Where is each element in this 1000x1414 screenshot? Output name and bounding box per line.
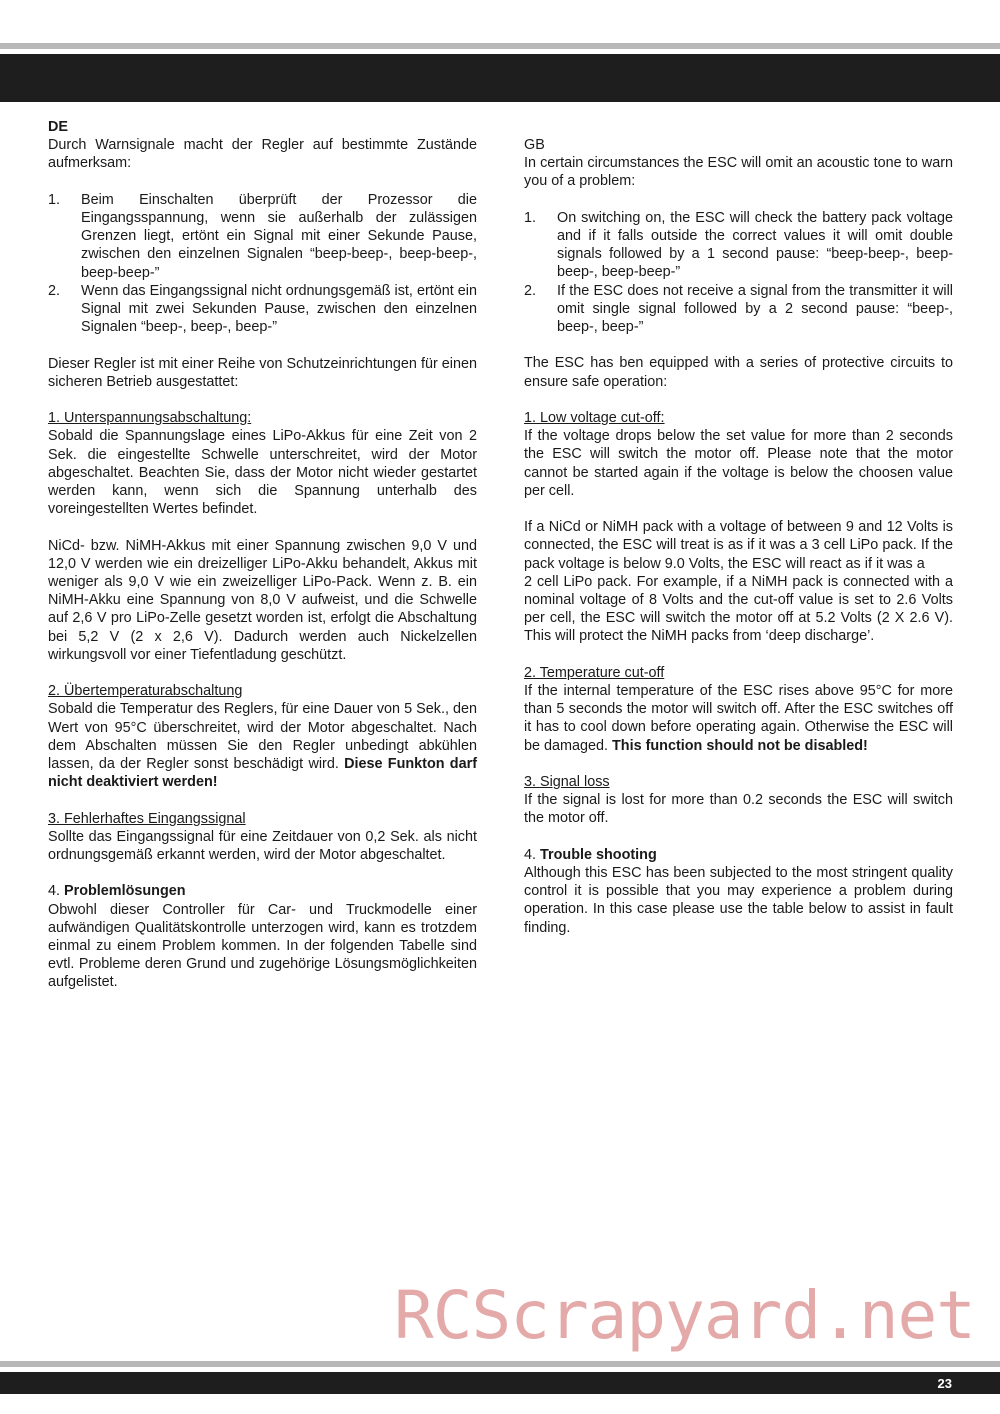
list-number: 1. (48, 191, 61, 208)
nimh-text-de: NiCd- bzw. NiMH-Akkus mit einer Spannung zwischen 9,0 V und 12,0 V werden wie ein dreizelliger LiPo-Akku behandelt, Akkus mit weniger als 9,0 V wie ein zweizelliger LiPo-Pack. Wenn z. B. ein NiMH-Akku eine Spannung von 8,0 V aufweist, und die Schwelle auf 2,6 V pro LiPo-Zelle gesetzt worden ist, erfolgt die Abschaltung bei 5,2 V (2 x 2,6 V). Dadurch werden auch Nickelzellen wirkungsvoll vor einer Tiefentladung geschützt. (48, 537, 477, 663)
list-number: 2. (524, 282, 537, 299)
page-number: 23 (937, 1376, 952, 1391)
list-text: Beim Einschalten überprüft der Prozessor die Eingangsspannung, wenn sie außerhalb der zulässigen Grenzen liegt, ertönt ein Signal mit einer Sekunde Pause, zwischen den einzelnen Signalen “beep-beep-, beep-beep-, beep-beep-” (81, 191, 477, 281)
warning-list-de (48, 191, 477, 337)
protection-intro-gb: The ESC has ben equipped with a series of protective circuits to ensure safe operation: (524, 355, 953, 390)
protection-intro-de: Dieser Regler ist mit einer Reihe von Schutzeinrichtungen für einen sicheren Betrieb ausgestattet: (48, 355, 477, 390)
header-gray-rule (0, 43, 1000, 49)
list-text: Wenn das Eingangssignal nicht ordnungsgemäß ist, ertönt ein Signal mit zwei Sekunden Pause, zwischen den einzelnen Signalen “beep-, beep-, beep-” (81, 282, 477, 336)
warning-list-gb (524, 209, 953, 336)
list-text: If the ESC does not receive a signal from the transmitter it will omit single signal followed by a 2 second pause: “beep-, beep-, beep-” (557, 282, 953, 336)
footer-bar (0, 1372, 1000, 1394)
section-title-signal-gb: 3. Signal loss (524, 774, 610, 791)
undervoltage-text-gb: If the voltage drops below the set value for more than 2 seconds the ESC will switch the motor off. Please note that the motor cannot be started again if the voltage is below the choosen value per cell. (524, 428, 953, 499)
troubleshoot-text-de: Obwohl dieser Controller für Car- und Truckmodelle einer aufwändigen Qualitätskontrolle unterzogen wird, kann es trotzdem einmal zu einem Problem kommen. In der folgenden Tabelle sind evtl. Probleme deren Grund und zugehörige Lösungsmöglichkeiten aufgelistet. (48, 901, 477, 991)
list-item (48, 282, 477, 337)
section-title-signal-de: 3. Fehlerhaftes Eingangssignal (48, 810, 246, 827)
language-heading-gb: GB (524, 137, 545, 153)
intro-de: Durch Warnsignale macht der Regler auf bestimmte Zustände aufmerksam: (48, 137, 477, 172)
undervoltage-text-de: Sobald die Spannungslage eines LiPo-Akkus für eine Zeit von 2 Sek. die eingestellte Schwelle unterschreitet, wird der Motor abgeschaltet. Beachten Sie, dass der Motor nicht wieder gestartet werden kann, wenn sich die Spannung unterhalb des voreingestellten Wertes befindet. (48, 428, 477, 518)
section-title-overtemp-gb: 2. Temperature cut-off (524, 664, 665, 681)
section-title-troubleshoot-gb: 4. Trouble shooting (524, 846, 657, 863)
section-title-undervoltage-gb: 1. Low voltage cut-off: (524, 410, 665, 426)
list-text: On switching on, the ESC will check the battery pack voltage and if it falls outside the correct values it will omit double signals followed by a 1 second pause: “beep-beep-, beep-beep-, beep-beep-” (557, 209, 953, 281)
german-column (48, 118, 477, 992)
section-title-troubleshoot-de: 4. Problemlösungen (48, 883, 186, 900)
section-title-undervoltage-de: 1. Unterspannungsabschaltung: (48, 410, 252, 427)
overtemp-warning-gb: This function should not be disabled! (612, 737, 868, 754)
nimh-example-gb: 2 cell LiPo pack. For example, if a NiMH pack is connected with a nominal voltage of 8 Volts and the cut-off value is set to 2.6 Volts per cell, the ESC will switch the motor off at 5.2 Volts (2 X 2.6 V). This will protect the NiMH packs from ‘deep discharge’. (524, 573, 953, 645)
troubleshoot-text-gb: Although this ESC has been subjected to the most stringent quality control it is possible that you may experience a problem during operation. In this case please use the table below to assist in fault finding. (524, 865, 953, 936)
signal-text-de: Sollte das Eingangssignal für eine Zeitdauer von 0,2 Sek. als nicht ordnungsgemäß erkannt werden, wird der Motor abgeschaltet. (48, 828, 477, 864)
overtemp-text-de: Sobald die Temperatur des Reglers, für eine Dauer von 5 Sek., den Wert von 95°C überschreitet, wird der Motor abgeschaltet. Nach dem Abschalten müssen Sie den Regler unbedingt abkühlen lassen, da der Regler sonst beschädigt wird. Diese Funkton darf nicht deaktiviert werden! (48, 701, 477, 791)
header-bar (0, 54, 1000, 102)
list-number: 1. (524, 209, 537, 226)
english-column (524, 136, 953, 937)
overtemp-warning-de: Diese Funkton darf nicht deaktiviert werden! (48, 756, 477, 791)
section-title-overtemp-de: 2. Übertemperaturabschaltung (48, 683, 243, 700)
list-item (524, 282, 953, 337)
list-number: 2. (48, 282, 61, 299)
signal-text-gb: If the signal is lost for more than 0.2 seconds the ESC will switch the motor off. (524, 792, 953, 827)
watermark: RCScrapyard.net (394, 1277, 976, 1354)
list-item (524, 209, 953, 282)
footer-gray-rule (0, 1361, 1000, 1367)
language-heading-de: DE (48, 119, 68, 135)
nimh-text-gb: If a NiCd or NiMH pack with a voltage of between 9 and 12 Volts is connected, the ESC will treat is as if it was a 3 cell LiPo pack. If the pack voltage is below 9.0 Volts, the ESC will react as if it was a (524, 519, 953, 572)
overtemp-text-gb: If the internal temperature of the ESC rises above 95°C for more than 5 seconds the motor will switch off. After the ESC switches off it has to cool down before operating again. Otherwise the ESC will be damaged. This function should not be disabled! (524, 683, 953, 754)
intro-gb: In certain circumstances the ESC will omit an acoustic tone to warn you of a problem: (524, 155, 953, 190)
list-item (48, 191, 477, 282)
